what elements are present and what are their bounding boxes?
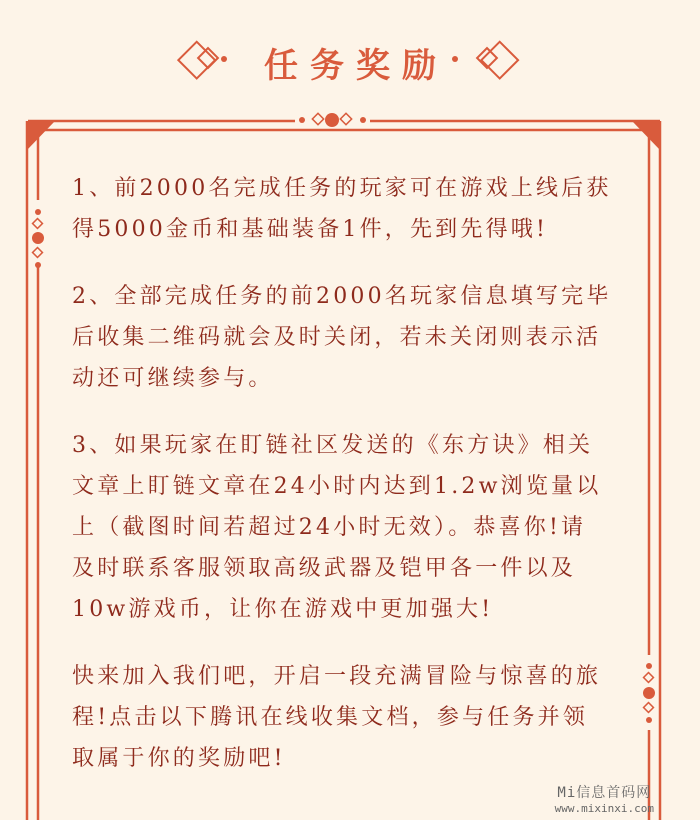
text-line: 取属于你的奖励吧! (72, 746, 286, 771)
rule-2 (72, 276, 632, 399)
text-line: 得5000金币和基础装备1件，先到先得哦! (72, 217, 549, 242)
rule-3 (72, 425, 632, 630)
text-line: 后收集二维码就会及时关闭，若未关闭则表示活 (72, 325, 602, 350)
text-line: 10w游戏币，让你在游戏中更加强大! (72, 597, 494, 622)
text-line: 动还可继续参与。 (72, 366, 274, 391)
text-line: 快来加入我们吧，开启一段充满冒险与惊喜的旅 (72, 664, 602, 689)
text-line: 文章上盯链文章在24小时内达到1.2w浏览量以 (72, 474, 602, 499)
reward-rules (72, 168, 632, 805)
text-line: 程!点击以下腾讯在线收集文档，参与任务并领 (72, 705, 589, 730)
text-line: 1、前2000名完成任务的玩家可在游戏上线后获 (72, 176, 612, 201)
text-line: 上（截图时间若超过24小时无效）。恭喜你!请 (72, 515, 587, 540)
right-side-ornament (643, 663, 655, 723)
watermark-name: Mi信息首码网 (557, 785, 652, 801)
title-banner (0, 36, 700, 86)
watermark (555, 782, 654, 815)
text-line: 3、如果玩家在盯链社区发送的《东方诀》相关 (72, 433, 594, 458)
page-title: 任务奖励 (264, 46, 448, 86)
text-line: 2、全部完成任务的前2000名玩家信息填写完毕 (72, 284, 612, 309)
watermark-url: www.mixinxi.com (554, 802, 654, 815)
text-line: 及时联系客服领取高级武器及铠甲各一件以及 (72, 556, 577, 581)
rule-1 (72, 168, 632, 250)
call-to-action (72, 656, 632, 779)
left-side-ornament (32, 209, 44, 268)
top-center-ornament (299, 113, 366, 127)
